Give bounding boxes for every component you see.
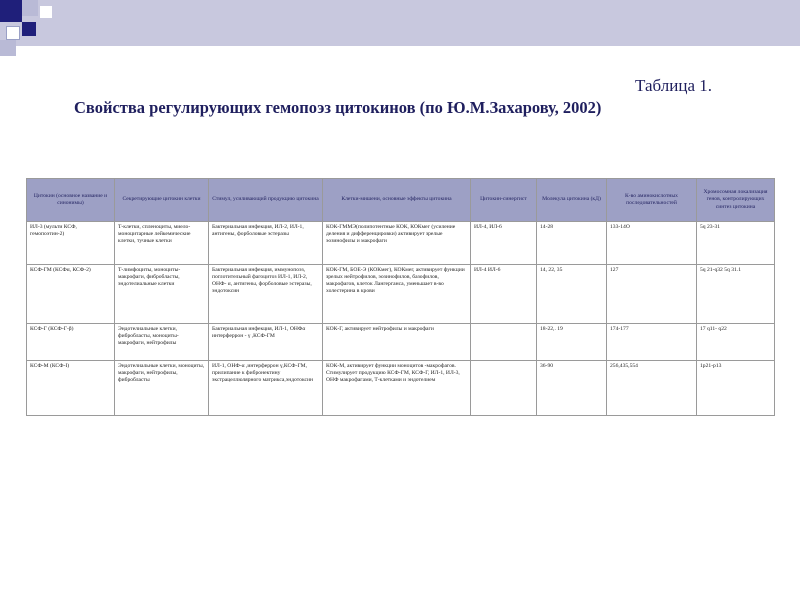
table-cell: КСФ-Г (КСФ-Г-β)	[27, 324, 115, 361]
table-cell: 18-22,. 19	[537, 324, 607, 361]
table-cell: Т-клетки, спленоциты, миело-моноцитарные лейкемические клетки, тучные клетки	[115, 222, 209, 265]
table-cell: КОК-ГМ, БОЕ-Э (КОКмег), КОКмег, активирует функции зрелых нейтрофилов, эозинофилов, базофилов, макрофагов, клеток Лангерганса, уменьшает в-во холестерина в крови	[323, 265, 471, 324]
table-cell: 5q 21-q32 5q 31.1	[697, 265, 775, 324]
table-cell: ИЛ-1, ОНФ-α ,интерферрон γ,КСФ-ГМ, прилипание к фибронектину экстрацеллюлярного матрикса,эндотоксин	[209, 361, 323, 416]
table-cell: 133-14О	[607, 222, 697, 265]
table-cell: Эндотелиальные клетки, фибробласты, моноциты-макрофаги, нейтрофилы	[115, 324, 209, 361]
table-cell	[471, 361, 537, 416]
table-cell: КСФ-ГМ (КСФα, КСФ-2)	[27, 265, 115, 324]
table-cell: Бактериальная инфекция, ИЛ-2, ИЛ-1, антигены, форболовые эстеразы	[209, 222, 323, 265]
decor-square	[0, 0, 22, 22]
decor-square	[40, 6, 52, 18]
table-cell: 127	[607, 265, 697, 324]
column-header: Цитокин (основное название и синонимы)	[27, 179, 115, 222]
table-cell: 5q 23-31	[697, 222, 775, 265]
table-cell: 36-90	[537, 361, 607, 416]
page-title: Свойства регулирующих гемопоэз цитокинов (по Ю.М.Захарову, 2002)	[74, 98, 602, 117]
table-cell: КОК-М, активирует функции моноцитов -макрофагов. Стимулирует продукцию КСФ-ГМ, КСФ-Г, ИЛ-1, ИЛ-3, ОНФ макрофагами, Т-клетками и эндотелием	[323, 361, 471, 416]
column-header: Цитокин-синергист	[471, 179, 537, 222]
column-header: Стимул, усиливающий продукцию цитокина	[209, 179, 323, 222]
table-cell: 174-177	[607, 324, 697, 361]
decor-square	[22, 22, 36, 36]
column-header: К-во аминокислотных последовательностей	[607, 179, 697, 222]
table-cell: КОК-Г, активирует нейтрофилы и макрофаги	[323, 324, 471, 361]
table-cell: 14, 22, 35	[537, 265, 607, 324]
decor-square	[0, 40, 16, 56]
table-cell	[471, 324, 537, 361]
table-cell: Эндотелиальные клетки, моноциты, макрофаги, нейтрофилы, фибробласты	[115, 361, 209, 416]
decor-square	[22, 0, 38, 16]
table-cell: Бактериальная инфекция, ИЛ-1, ОНФα интерферрон - γ ,КСФ-ГМ	[209, 324, 323, 361]
table-cell: КОК-ГММЭ(полипотентные КОК, КОКмег (усиление деления и дифференцировки) активирует зрелые эозинофилы и макрофаги	[323, 222, 471, 265]
column-header: Молекула цитокина (кД)	[537, 179, 607, 222]
table-row	[27, 324, 775, 361]
table-cell: 14-28	[537, 222, 607, 265]
table-cell: Бактериальная инфекция, иммунопоэз, поглотительный фагоцитоз ИЛ-1, ИЛ-2, ОНФ- α, антигены, форболовые эстеразы, эндотоксин	[209, 265, 323, 324]
table-cell: Т-лимфоциты, моноциты-макрофаги, фибробласты, эндотелиальные клетки	[115, 265, 209, 324]
table-header-row	[27, 179, 775, 222]
table-cell: ИЛ-3 (мульти КСФ, гемопоэтин-2)	[27, 222, 115, 265]
column-header: Клетки-мишени, основные эффекты цитокина	[323, 179, 471, 222]
table-cell: 256,435,554	[607, 361, 697, 416]
decor-square	[6, 26, 20, 40]
table-number: Таблица 1.	[635, 76, 712, 95]
table-row	[27, 265, 775, 324]
cytokine-table	[26, 178, 775, 416]
table-row	[27, 361, 775, 416]
table-cell: ИЛ-4, ИЛ-6	[471, 222, 537, 265]
top-decor-band	[0, 0, 800, 46]
table-cell: 1p21-p13	[697, 361, 775, 416]
table-cell: ИЛ-4 ИЛ-6	[471, 265, 537, 324]
table-cell: КСФ-М (КСФ-I)	[27, 361, 115, 416]
column-header: Хромосомная локализация генов, контролирующих синтез цитокина	[697, 179, 775, 222]
table-row	[27, 222, 775, 265]
table-cell: 17 q11- q22	[697, 324, 775, 361]
column-header: Секретирующие цитокин клетки	[115, 179, 209, 222]
